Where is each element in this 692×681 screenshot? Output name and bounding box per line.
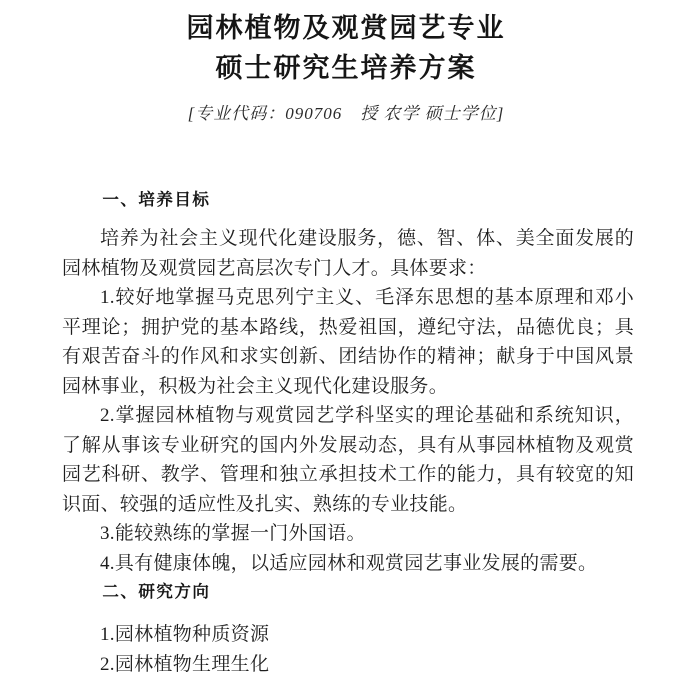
section-heading-training-objectives: 一、培养目标 [102, 191, 211, 209]
document-body [0, 190, 692, 679]
major-code-subtitle: [专业代码：090706 授 农学 硕士学位] [187, 104, 505, 123]
paragraph-requirement-2: 2.掌握园林植物与观赏园艺学科坚实的理论基础和系统知识，了解从事该专业研究的国内外发展动态，具有从事园林植物及观赏园艺科研、教学、管理和独立承担技术工作的能力，具有较宽的知识面、较强的适应性及扎实、熟练的专业技能。 [62, 405, 634, 515]
paragraph-intro: 培养为社会主义现代化建设服务，德、智、体、美全面发展的园林植物及观赏园艺高层次专门人才。具体要求： [62, 228, 634, 279]
research-direction-2: 2.园林植物生理生化 [100, 653, 270, 675]
paragraph-requirement-4: 4.具有健康体魄，以适应园林和观赏园艺事业发展的需要。 [100, 552, 598, 574]
section-heading-research-directions: 二、研究方向 [102, 583, 211, 601]
title-line-1: 园林植物及观赏园艺专业 [186, 13, 506, 43]
paragraph-requirement-1: 1.较好地掌握马克思列宁主义、毛泽东思想的基本原理和邓小平理论；拥护党的基本路线，热爱祖国，遵纪守法，品德优良；具有艰苦奋斗的作风和求实创新、团结协作的精神；献身于中国风景园林事业，积极为社会主义现代化建设服务。 [62, 287, 634, 397]
research-direction-1: 1.园林植物种质资源 [100, 624, 270, 645]
paragraph-requirement-3: 3.能较熟练的掌握一门外国语。 [100, 523, 366, 544]
document-title [0, 8, 692, 88]
section-training-objectives-content [62, 224, 634, 578]
section-research-directions-content [62, 620, 634, 679]
title-line-2: 硕士研究生培养方案 [215, 53, 477, 83]
